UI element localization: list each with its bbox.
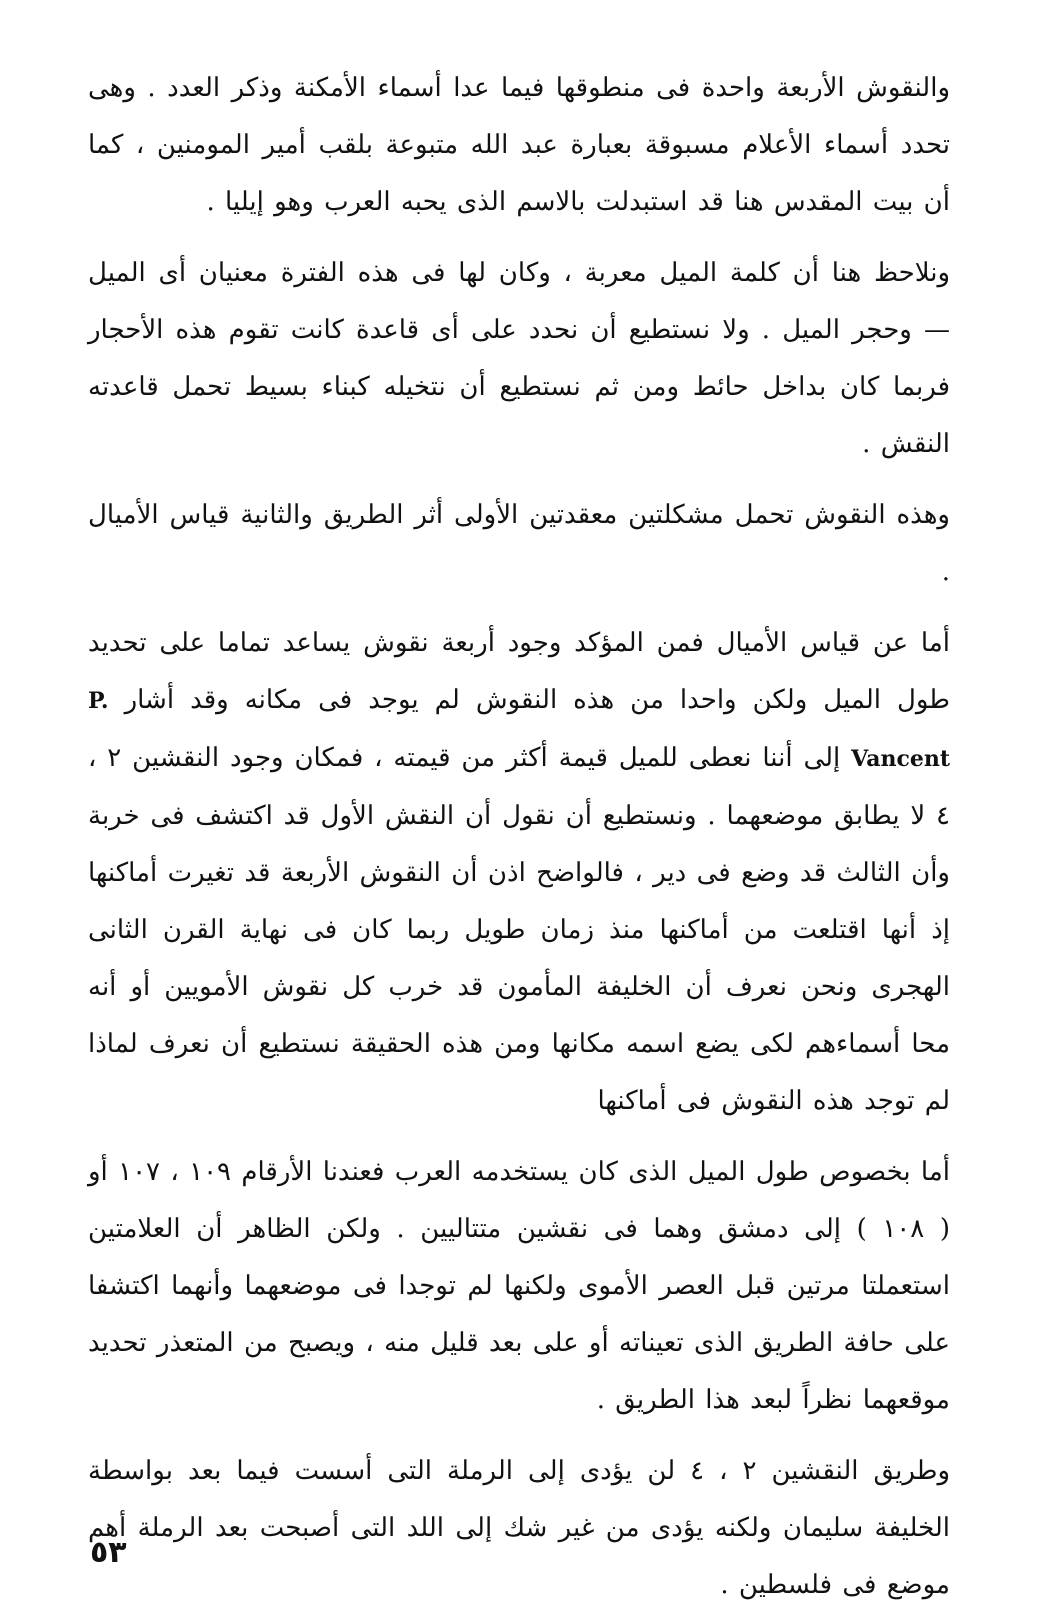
paragraph-2: ونلاحظ هنا أن كلمة الميل معربة ، وكان لها فى هذه الفترة معنيان أى الميل — وحجر الميل . ولا نستطيع أن نحدد على أى قاعدة كانت تقوم هذه الأحجار فربما كان بداخل حائط ومن ثم نستطيع أن نتخيله كبناء بسيط تحمل قاعدته النقش . (88, 258, 950, 459)
paragraph-4-text-after: إلى أننا نعطى للميل قيمة أكثر من قيمته ، فمكان وجود النقشين ٢ ، ٤ لا يطابق موضعهما . ونستطيع أن نقول أن النقش الأول قد اكتشف فى خربة وأن الثالث قد وضع فى دير ، فالواضح اذن أن النقوش الأربعة قد تغيرت أماكنها إذ أنها اقتلعت من أماكنها منذ زمان طويل ربما كان فى نهاية القرن الثانى الهجرى ونحن نعرف أن الخليفة المأمون قد خرب كل نقوش الأمويين أو أنه محا أسماءهم لكى يضع اسمه مكانها ومن هذه الحقيقة نستطيع أن نعرف لماذا لم توجد هذه النقوش فى أماكنها (88, 743, 950, 1116)
paragraph-5: أما بخصوص طول الميل الذى كان يستخدمه العرب فعندنا الأرقام ١٠٩ ، ١٠٧ أو ( ١٠٨ ) إلى دمشق وهما فى نقشين متتاليين . ولكن الظاهر أن العلامتين استعملتا مرتين قبل العصر الأموى ولكنها لم توجدا فى موضعهما وأنهما اكتشفا على حافة الطريق الذى تعيناته أو على بعد قليل منه ، ويصبح من المتعذر تحديد موقعهما نظراً لبعد هذا الطريق . (88, 1157, 951, 1415)
paragraph-4 (88, 615, 950, 1130)
page-number: ٥٣ (90, 1535, 127, 1570)
paragraph-3: وهذه النقوش تحمل مشكلتين معقدتين الأولى أثر الطريق والثانية قياس الأميال . (88, 500, 950, 587)
paragraph-6: وطريق النقشين ٢ ، ٤ لن يؤدى إلى الرملة التى أسست فيما بعد بواسطة الخليفة سليمان ولكنه يؤدى من غير شك إلى اللد التى أصبحت بعد الرملة أهم موضع فى فلسطين . (88, 1456, 951, 1600)
author-name-latin: P. Vancent (88, 688, 951, 772)
paragraph-1: والنقوش الأربعة واحدة فى منطوقها فيما عدا أسماء الأمكنة وذكر العدد . وهى تحدد أسماء الأعلام مسبوقة بعبارة عبد الله متبوعة بلقب أمير المومنين ، كما أن بيت المقدس هنا قد استبدلت بالاسم الذى يحبه العرب وهو إيليا . (88, 73, 950, 217)
paragraph-4-text-before: أما عن قياس الأميال فمن المؤكد وجود أربعة نقوش يساعد تماما على تحديد طول الميل ولكن واحدا من هذه النقوش لم يوجد فى مكانه وقد أشار (88, 628, 951, 715)
